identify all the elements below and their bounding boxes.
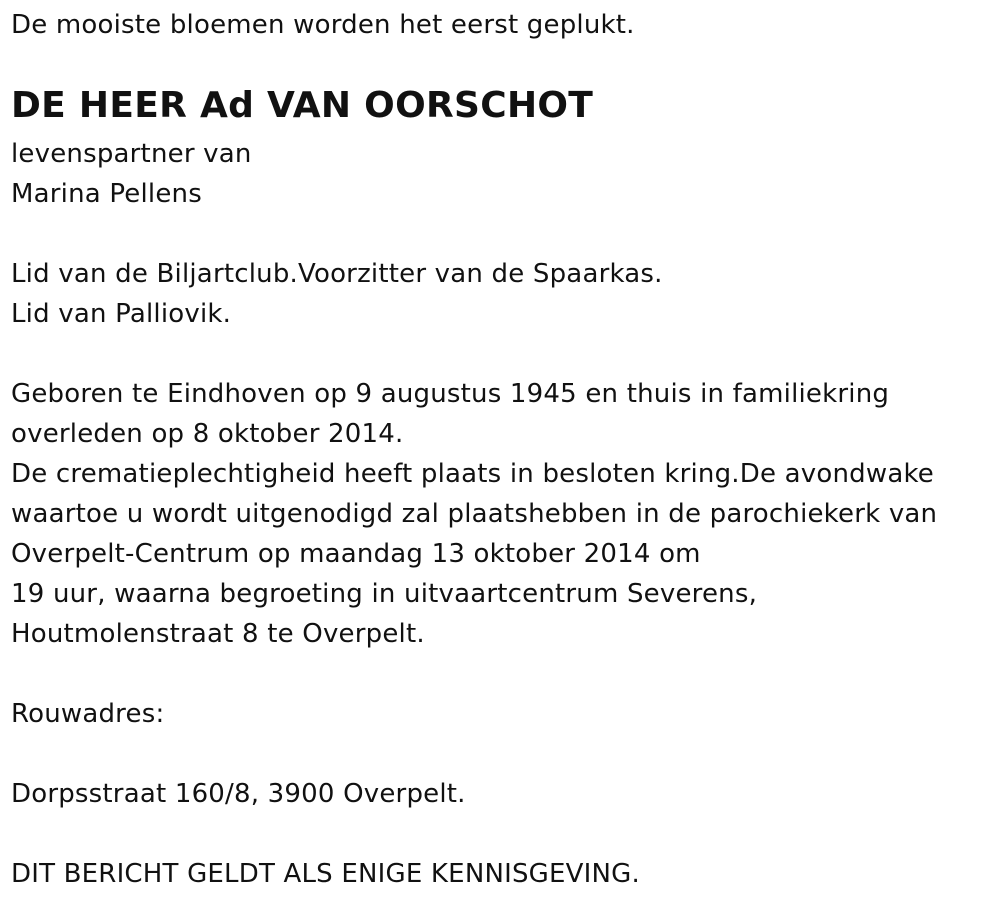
notice: DIT BERICHT GELDT ALS ENIGE KENNISGEVING.: [11, 859, 640, 889]
relation-line-1: levenspartner van: [11, 139, 252, 169]
deceased-name: DE HEER Ad VAN OORSCHOT: [11, 85, 594, 126]
relation-line-2: Marina Pellens: [11, 179, 202, 209]
details-line: Geboren te Eindhoven op 9 augustus 1945 en thuis in familiekring: [11, 379, 890, 409]
mourning-address: Dorpsstraat 160/8, 3900 Overpelt.: [11, 779, 466, 809]
details-line: overleden op 8 oktober 2014.: [11, 419, 404, 449]
details-line: 19 uur, waarna begroeting in uitvaartcentrum Severens,: [11, 579, 758, 609]
quote: De mooiste bloemen worden het eerst geplukt.: [11, 10, 635, 40]
mourning-address-label: Rouwadres:: [11, 699, 165, 729]
membership-line-2: Lid van Palliovik.: [11, 299, 232, 329]
details-line: De crematieplechtigheid heeft plaats in besloten kring.De avondwake: [11, 459, 934, 489]
details-line: Overpelt-Centrum op maandag 13 oktober 2014 om: [11, 539, 701, 569]
details-line: Houtmolenstraat 8 te Overpelt.: [11, 619, 425, 649]
details-line: waartoe u wordt uitgenodigd zal plaatshebben in de parochiekerk van: [11, 499, 938, 529]
membership-line-1: Lid van de Biljartclub.Voorzitter van de Spaarkas.: [11, 259, 663, 289]
